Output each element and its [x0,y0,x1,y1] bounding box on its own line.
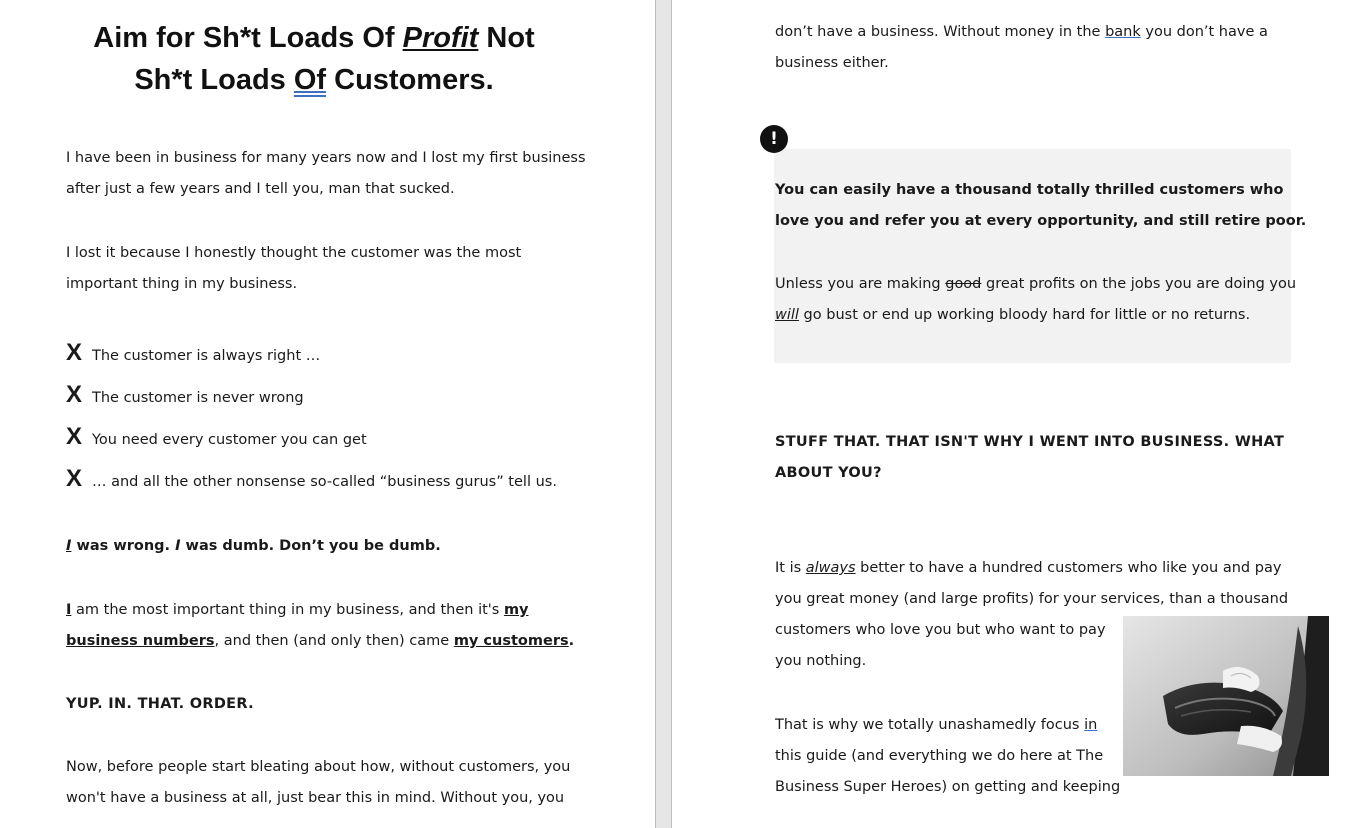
callout-warning-text: Unless you are making good great profits on the jobs you are doing you will go bust or end up working bloody hard for little or no returns. [775,276,1297,323]
page-gutter [655,0,672,828]
bank-word: bank [1105,24,1141,40]
always-paragraph: It is always better to have a hundred customers who like you and pay you great money (and large profits) for your services, than a thousand customers who love you but who want to pay you nothing. [775,560,1289,669]
empty-wallet-image [1123,616,1329,776]
wrong-statement: I was wrong. I was dumb. Don’t you be dumb. [66,538,441,554]
x-mark-icon: X [66,339,83,366]
good-strikethrough: good [945,276,982,292]
x-mark-icon: X [66,381,83,408]
callout-text: You can easily have a thousand totally thrilled customers who love you and refer you at every opportunity, and still retire poor. [775,182,1307,229]
intro-paragraph: I have been in business for many years now and I lost my first business after just a few years and I tell you, man that sucked. [66,150,586,197]
page-title [0,17,628,101]
money-paragraph: don’t have a business. Without money in the bank you don’t have a business either. [775,24,1268,71]
x-mark-icon: X [66,423,83,450]
title-profit-word: Profit [402,22,479,54]
lost-paragraph: I lost it because I honestly thought the customer was the most important thing in my business. [66,245,522,292]
bleating-paragraph: Now, before people start bleating about how, without customers, you won't have a business at all, just bear this in mind. Without you, you [66,759,571,806]
exclamation-icon: ! [760,125,788,153]
my-numbers-emphasis: my [503,602,529,618]
focus-paragraph: That is why we totally unashamedly focus in this guide (and everything we do here at The Business Super Heroes) on getting and keeping [775,717,1121,795]
priority-paragraph: I am the most important thing in my business, and then it's my business numbers, and then (and only then) came my customers. [66,602,575,649]
my-customers-emphasis: my customers [453,633,569,649]
x-mark-icon: X [66,465,83,492]
stuff-that-heading: STUFF THAT. THAT ISN'T WHY I WENT INTO BUSINESS. WHAT ABOUT YOU? [775,434,1285,481]
title-of-word: Of [293,64,327,96]
title-line-1: Aim for Sh*t Loads Of Profit Not [93,22,535,54]
left-page: Aim for Sh*t Loads Of Profit Not Sh*t Loads Of Customers. I have been in business for many years now and I lost my first business after just a few years and I tell you, man that sucked. I lost it because I honestly thought the customer was the most important thing in my business. X The customer is always right … X The customer is never wrong X You need every customer you can get X … and all the other nonsense so-called “business gurus” tell us. I was wrong. I was dumb. Don’t you be dumb. I am the most important thing in my business, and then it's my business numbers, and then (and only then) came my customers. YUP. IN. THAT. ORDER. Now, before people start bleating about how, without customers, you won't have a business at all, just bear this in mind. Without you, you [0,0,655,828]
yup-heading: YUP. IN. THAT. ORDER. [66,696,254,712]
in-word: in [1084,717,1098,733]
title-line-2: Sh*t Loads Of Customers. [134,64,494,96]
right-page [672,0,1345,828]
